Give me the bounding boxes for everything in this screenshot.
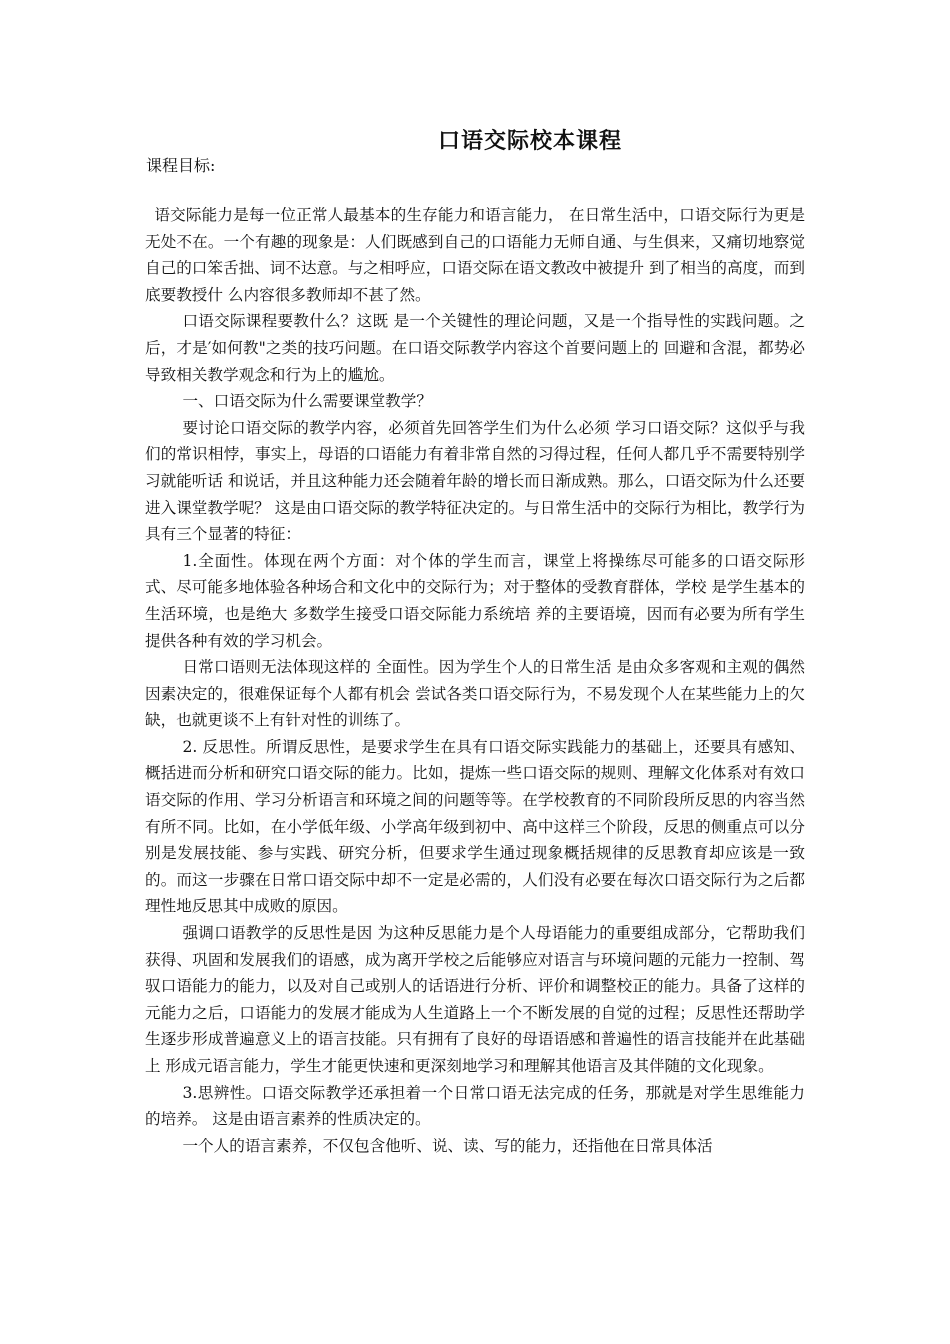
paragraph: 1.全面性。体现在两个方面：对个体的学生而言，课堂上将操练尽可能多的口语交际形式、尽可能多地体验各种场合和文化中的交际行为；对于整体的受教育群体，学校 是学生基本的生活环境，也是绝大 多数学生接受口语交际能力系统培 养的主要语境，因而有必要为所有学生提供各种有效的学习机会。 (145, 551, 805, 650)
paragraph: 语交际能力是每一位正常人最基本的生存能力和语言能力， 在日常生活中，口语交际行为更是无处不在。一个有趣的现象是：人们既感到自己的口语能力无师自通、与生俱来，又痛切地察觉自己的口笨舌拙、词不达意。与之相呼应，口语交际在语文教改中被提升 到了相当的高度，而到底要教授什 么内容很多教师却不甚了然。 (145, 206, 805, 304)
paragraph: 2. 反思性。所谓反思性，是要求学生在具有口语交际实践能力的基础上，还要具有感知、概括进而分析和研究口语交际的能力。比如，提炼一些口语交际的规则、理解文化体系对有效口语交际的作用、学习分析语言和环境之间的问题等等。在学校教育的不同阶段所反思的内容当然有所不同。比如，在小学低年级、小学高年级到初中、高中这样三个阶段，反思的侧重点可以分别是发展技能、参与实践、研究分析，但要求学生通过现象概括规律的反思教育却应该是一致的。而这一步骤在日常口语交际中却不一定是必需的，人们没有必要在每次口语交际行为之后都理性地反思其中成败的原因。 (145, 737, 805, 916)
paragraph: 日常口语则无法体现这样的 全面性。因为学生个人的日常生活 是由众多客观和主观的偶然因素决定的，很难保证每个人都有机会 尝试各类口语交际行为，不易发现个人在某些能力上的欠缺，也就更谈不上有针对性的训练了。 (145, 658, 805, 730)
section-label: 课程目标: (146, 156, 216, 175)
paragraph: 要讨论口语交际的教学内容，必须首先回答学生们为什么必须 学习口语交际？这似乎与我们的常识相悖，事实上，母语的口语能力有着非常自然的习得过程，任何人都几乎不需要特别学习就能听话 和说话，并且这种能力还会随着年龄的增长而日渐成熟。那么，口语交际为什么还要进入课堂教学呢？ 这是由口语交际的教学特征决定的。与日常生活中的交际行为相比，教学行为具有三个显著的特征： (145, 418, 805, 544)
document-body (145, 202, 805, 1159)
document-title: 口语交际校本课程 (437, 128, 622, 154)
paragraph: 口语交际课程要教什么？这既 是一个关键性的理论问题，又是一个指导性的实践问题。之后，才是′如何教"之类的技巧问题。在口语交际教学内容这个首要问题上的 回避和含混，都势必导致相关教学观念和行为上的尴尬。 (145, 312, 805, 384)
paragraph: 一个人的语言素养，不仅包含他听、说、读、写的能力，还指他在日常具体活 (182, 1136, 713, 1155)
paragraph: 一、口语交际为什么需要课堂教学？ (182, 392, 432, 411)
paragraph: 强调口语教学的反思性是因 为这种反思能力是个人母语能力的重要组成部分，它帮助我们获得、巩固和发展我们的语感，成为离开学校之后能够应对语言与环境问题的元能力一控制、驾驭口语能力的能力，以及对自己或别人的话语进行分析、评价和调整校正的能力。具备了这样的元能力之后，口语能力的发展才能成为人生道路上一个不断发展的自觉的过程；反思性还帮助学生逐步形成普遍意义上的语言技能。只有拥有了良好的母语语感和普遍性的语言技能并在此基础上 形成元语言能力，学生才能更快速和更深刻地学习和理解其他语言及其伴随的文化现象。 (145, 924, 805, 1075)
paragraph: 3.思辨性。口语交际教学还承担着一个日常口语无法完成的任务，那就是对学生思维能力的培养。 这是由语言素养的性质决定的。 (145, 1083, 805, 1129)
